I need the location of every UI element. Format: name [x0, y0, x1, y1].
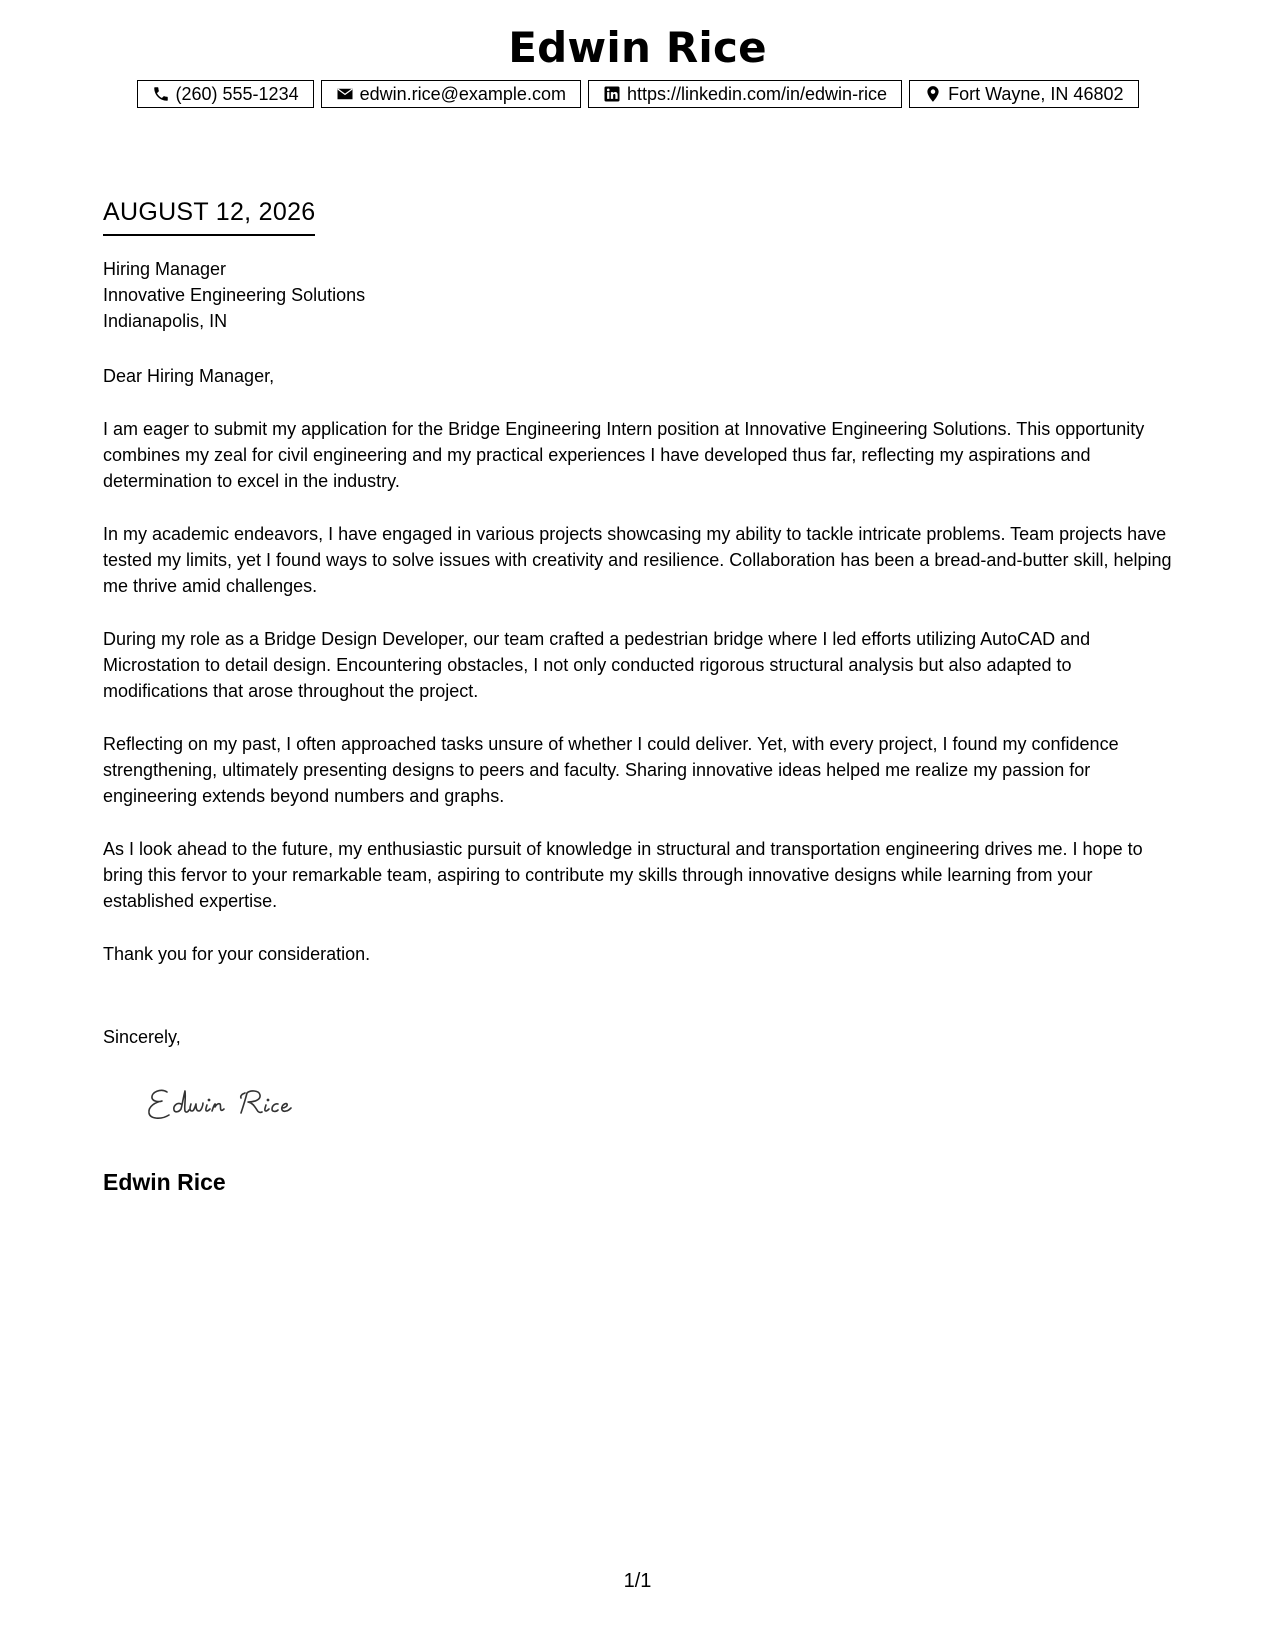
page-number: 1/1 [623, 1570, 652, 1592]
contact-location [909, 80, 1138, 108]
date-block [103, 196, 315, 236]
letter-body [103, 363, 1178, 994]
recipient-company: Innovative Engineering Solutions [103, 285, 366, 305]
body-paragraph: I am eager to submit my application for the Bridge Engineering Intern position at Innovative Engineering Solutions. This opportunity combines my zeal for civil engineering and my practical experiences I have developed thus far, reflecting my aspirations and determination to excel in the industry. [103, 419, 1145, 491]
map-marker-icon [924, 85, 942, 103]
contact-phone [137, 80, 314, 108]
body-paragraph: As I look ahead to the future, my enthusiastic pursuit of knowledge in structural and transportation engineering drives me. I hope to bring this fervor to your remarkable team, aspiring to contribute my skills through innovative designs while learning from your established expertise. [103, 839, 1143, 911]
letter-date: AUGUST 12, 2026 [103, 196, 315, 236]
linkedin-icon [603, 85, 621, 103]
salutation: Dear Hiring Manager, [103, 366, 275, 386]
contact-bar [0, 80, 1275, 108]
contact-linkedin-text: https://linkedin.com/in/edwin-rice [626, 83, 888, 104]
thank-you-line: Thank you for your consideration. [103, 944, 371, 964]
contact-phone-text: (260) 555-1234 [175, 83, 299, 104]
closing: Sincerely, [103, 1027, 181, 1047]
recipient-location: Indianapolis, IN [103, 311, 228, 331]
recipient-title: Hiring Manager [103, 259, 227, 279]
contact-linkedin [588, 80, 902, 108]
envelope-icon [336, 85, 354, 103]
signature-image [145, 1080, 320, 1130]
body-paragraph: In my academic endeavors, I have engaged in various projects showcasing my ability to tackle intricate problems. Team projects have tested my limits, yet I found ways to solve issues with creativity and resilience. Collaboration has been a bread-and-butter skill, helping me thrive amid challenges. [103, 524, 1172, 596]
contact-location-text: Fort Wayne, IN 46802 [948, 83, 1124, 104]
body-paragraph: During my role as a Bridge Design Developer, our team crafted a pedestrian bridge where I led efforts utilizing AutoCAD and Microstation to detail design. Encountering obstacles, I not only conducted rigorous structural analysis but also adapted to modifications that arose throughout the project. [103, 629, 1091, 701]
header-name: Edwin Rice [508, 23, 767, 72]
signer-name: Edwin Rice [103, 1169, 226, 1195]
body-paragraph: Reflecting on my past, I often approached tasks unsure of whether I could deliver. Yet, with every project, I found my confidence strengthening, ultimately presenting designs to peers and faculty. Sharing innovative ideas helped me realize my passion for engineering extends beyond numbers and graphs. [103, 734, 1119, 806]
recipient-block [103, 256, 365, 334]
contact-email-text: edwin.rice@example.com [359, 83, 566, 104]
contact-email [321, 80, 581, 108]
phone-icon [152, 85, 170, 103]
